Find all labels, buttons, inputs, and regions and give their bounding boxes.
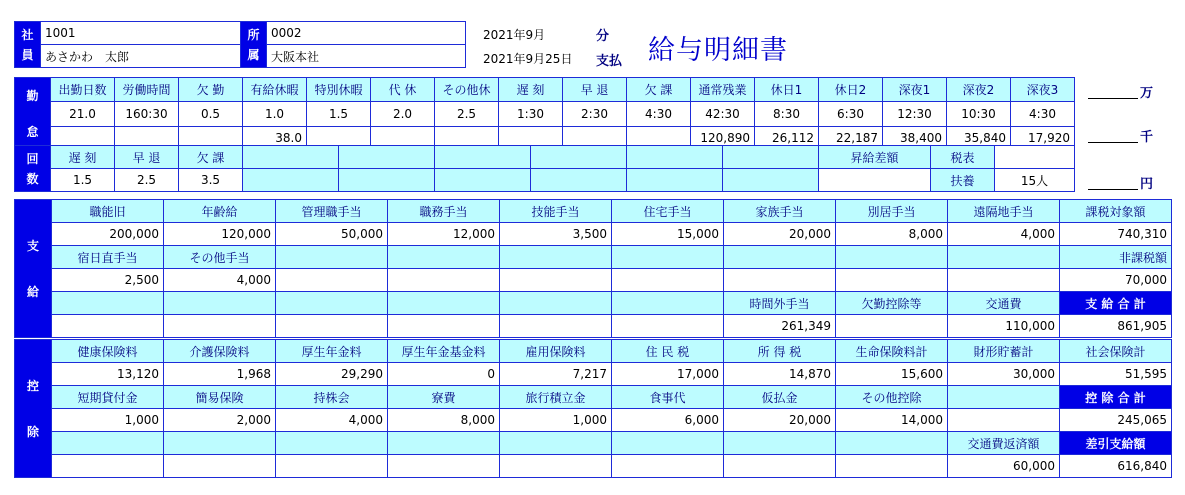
attendance-header-2: 欠 勤 [179, 78, 243, 102]
deductions-value-r2-5: 6,000 [612, 409, 724, 432]
pay-date-suffix: 支払 [596, 54, 623, 69]
deductions-label-r1-9: 社会保険計 [1060, 340, 1172, 363]
empty-cell [531, 169, 627, 192]
deductions-value-r3-1 [164, 455, 276, 478]
deductions-value-r1-8: 30,000 [948, 363, 1060, 386]
payments-label-r2-3 [388, 246, 500, 269]
deductions-value-r3-6 [724, 455, 836, 478]
payments-value-r2-4 [500, 269, 612, 292]
attendance-amount-11: 26,112 [755, 126, 819, 150]
attendance-amount-10: 120,890 [691, 126, 755, 150]
deductions-value-r3-5 [612, 455, 724, 478]
attendance-header-9: 欠 課 [627, 78, 691, 102]
payments-value-r1-0: 200,000 [52, 223, 164, 246]
attendance-amount-12: 22,187 [819, 126, 883, 150]
payments-label-r2-2 [276, 246, 388, 269]
deductions-value-r3-2 [276, 455, 388, 478]
tax-table-label: 税表 [931, 146, 995, 169]
payments-value-r3-4 [500, 315, 612, 338]
payments-label-r3-5 [612, 292, 724, 315]
attendance-header-1: 労働時間 [115, 78, 179, 102]
deductions-label-r2-6: 仮払金 [724, 386, 836, 409]
attendance-value-0: 21.0 [51, 102, 115, 126]
count-header-late: 遅 刻 [51, 146, 115, 169]
payments-label-r1-2: 管理職手当 [276, 200, 388, 223]
attendance-amount-15: 17,920 [1011, 126, 1075, 150]
attendance-value-12: 6:30 [819, 102, 883, 126]
deductions-value-r2-7: 14,000 [836, 409, 948, 432]
deductions-label-r2-0: 短期貸付金 [52, 386, 164, 409]
payments-label-r1-4: 技能手当 [500, 200, 612, 223]
payments-value-r2-9: 70,000 [1060, 269, 1172, 292]
empty-cell [243, 146, 339, 169]
raise-diff-label: 昇給差額 [819, 146, 931, 169]
deductions-label-r3-8: 交通費返済額 [948, 432, 1060, 455]
payments-label-r2-5 [612, 246, 724, 269]
empty-cell [339, 146, 435, 169]
payments-label-r1-5: 住宅手当 [612, 200, 724, 223]
empty-cell [723, 169, 819, 192]
payments-label-r1-9: 課税対象額 [1060, 200, 1172, 223]
payments-label-r1-7: 別居手当 [836, 200, 948, 223]
deductions-value-r1-0: 13,120 [52, 363, 164, 386]
dept-name: 大阪本社 [267, 45, 466, 68]
payments-value-r2-7 [836, 269, 948, 292]
attendance-header-0: 出勤日数 [51, 78, 115, 102]
tax-table-value [995, 146, 1075, 169]
deductions-label-r1-5: 住 民 税 [612, 340, 724, 363]
deductions-label-r1-1: 介護保険料 [164, 340, 276, 363]
deductions-side-label: 控 除 [15, 340, 52, 478]
payments-value-r2-0: 2,500 [52, 269, 164, 292]
deductions-value-r2-6: 20,000 [724, 409, 836, 432]
deductions-label-r2-4: 旅行積立金 [500, 386, 612, 409]
deductions-value-r3-0 [52, 455, 164, 478]
payments-value-r1-5: 15,000 [612, 223, 724, 246]
payments-side-label: 支 給 [15, 200, 52, 338]
man-underline [1088, 98, 1138, 99]
payments-label-r2-0: 宿日直手当 [52, 246, 164, 269]
deductions-label-r3-0 [52, 432, 164, 455]
attendance-value-1: 160:30 [115, 102, 179, 126]
empty-cell [243, 169, 339, 192]
dependents-value: 15人 [995, 169, 1075, 192]
deductions-label-r3-4 [500, 432, 612, 455]
deductions-label-r3-2 [276, 432, 388, 455]
payments-value-r1-2: 50,000 [276, 223, 388, 246]
attendance-table [14, 77, 1075, 151]
deductions-label-r1-8: 財形貯蓄計 [948, 340, 1060, 363]
count-header-early: 早 退 [115, 146, 179, 169]
payments-value-r1-9: 740,310 [1060, 223, 1172, 246]
payments-value-r3-3 [388, 315, 500, 338]
dept-label: 所 属 [241, 22, 267, 68]
attendance-value-14: 10:30 [947, 102, 1011, 126]
attendance-value-7: 1:30 [499, 102, 563, 126]
attendance-header-5: 代 休 [371, 78, 435, 102]
attendance-value-13: 12:30 [883, 102, 947, 126]
deductions-value-r1-3: 0 [388, 363, 500, 386]
payments-value-r2-6 [724, 269, 836, 292]
payments-value-r3-8: 110,000 [948, 315, 1060, 338]
deductions-value-r2-4: 1,000 [500, 409, 612, 432]
deductions-value-r3-7 [836, 455, 948, 478]
attendance-value-5: 2.0 [371, 102, 435, 126]
payments-value-r1-8: 4,000 [948, 223, 1060, 246]
deductions-value-r1-1: 1,968 [164, 363, 276, 386]
count-value-late: 1.5 [51, 169, 115, 192]
payments-label-r3-8: 交通費 [948, 292, 1060, 315]
deductions-value-r1-6: 14,870 [724, 363, 836, 386]
payments-value-r1-7: 8,000 [836, 223, 948, 246]
payments-label-r2-6 [724, 246, 836, 269]
deductions-table [14, 339, 1172, 478]
unit-sen: 千 [1140, 130, 1154, 145]
attendance-header-10: 通常残業 [691, 78, 755, 102]
payments-value-r1-3: 12,000 [388, 223, 500, 246]
payments-label-r3-6: 時間外手当 [724, 292, 836, 315]
payments-label-r1-6: 家族手当 [724, 200, 836, 223]
deductions-label-r3-5 [612, 432, 724, 455]
attendance-header-14: 深夜2 [947, 78, 1011, 102]
pay-period-suffix: 分 [596, 29, 610, 44]
payments-value-r3-5 [612, 315, 724, 338]
attendance-value-11: 8:30 [755, 102, 819, 126]
empty-cell [627, 169, 723, 192]
payments-label-r1-1: 年齢給 [164, 200, 276, 223]
en-underline [1088, 189, 1138, 190]
deductions-value-r3-3 [388, 455, 500, 478]
payments-label-r1-0: 職能旧 [52, 200, 164, 223]
empty-cell [723, 146, 819, 169]
deductions-label-r2-5: 食事代 [612, 386, 724, 409]
payments-label-r3-0 [52, 292, 164, 315]
employee-info [14, 21, 466, 68]
payments-value-r2-3 [388, 269, 500, 292]
attendance-value-4: 1.5 [307, 102, 371, 126]
attendance-header-3: 有給休暇 [243, 78, 307, 102]
empty-cell [435, 146, 531, 169]
attendance-value-6: 2.5 [435, 102, 499, 126]
payments-label-r1-3: 職務手当 [388, 200, 500, 223]
deductions-value-r1-2: 29,290 [276, 363, 388, 386]
empty-cell [627, 146, 723, 169]
deductions-label-r1-3: 厚生年金基金料 [388, 340, 500, 363]
payments-label-r3-1 [164, 292, 276, 315]
deductions-value-r2-3: 8,000 [388, 409, 500, 432]
empty-cell [339, 169, 435, 192]
attendance-amount-13: 38,400 [883, 126, 947, 150]
payments-value-r2-8 [948, 269, 1060, 292]
deductions-value-r2-8 [948, 409, 1060, 432]
deductions-label-r2-2: 持株会 [276, 386, 388, 409]
payments-label-r3-7: 欠勤控除等 [836, 292, 948, 315]
attendance-header-11: 休日1 [755, 78, 819, 102]
count-header-absence: 欠 課 [179, 146, 243, 169]
deductions-label-r3-1 [164, 432, 276, 455]
attendance-header-7: 遅 刻 [499, 78, 563, 102]
deductions-value-r3-4 [500, 455, 612, 478]
payments-value-r1-4: 3,500 [500, 223, 612, 246]
sen-underline [1088, 142, 1138, 143]
attendance-value-9: 4:30 [627, 102, 691, 126]
dept-code: 0002 [267, 22, 466, 45]
dependents-label: 扶養 [931, 169, 995, 192]
deductions-label-r2-7: その他控除 [836, 386, 948, 409]
payments-label-r2-9: 非課税額 [1060, 246, 1172, 269]
payments-value-r2-5 [612, 269, 724, 292]
attendance-amount-3: 38.0 [243, 126, 307, 150]
deductions-label-r1-2: 厚生年金料 [276, 340, 388, 363]
attendance-side-label: 勤 怠 [15, 78, 51, 151]
deductions-label-r1-4: 雇用保険料 [500, 340, 612, 363]
pay-period: 2021年9月 [483, 28, 546, 42]
deductions-value-r1-9: 51,595 [1060, 363, 1172, 386]
employee-label: 社 員 [15, 22, 41, 68]
deductions-label-r3-6 [724, 432, 836, 455]
deductions-label-r2-9: 控 除 合 計 [1060, 386, 1172, 409]
attendance-value-15: 4:30 [1011, 102, 1075, 126]
payments-label-r3-4 [500, 292, 612, 315]
attendance-amount-14: 35,840 [947, 126, 1011, 150]
payments-value-r3-6: 261,349 [724, 315, 836, 338]
payments-label-r2-8 [948, 246, 1060, 269]
deductions-label-r1-6: 所 得 税 [724, 340, 836, 363]
deductions-label-r1-0: 健康保険料 [52, 340, 164, 363]
unit-en: 円 [1140, 177, 1154, 192]
payments-label-r3-2 [276, 292, 388, 315]
payments-value-r3-7 [836, 315, 948, 338]
payments-value-r1-1: 120,000 [164, 223, 276, 246]
attendance-value-10: 42:30 [691, 102, 755, 126]
payments-label-r1-8: 遠隔地手当 [948, 200, 1060, 223]
payments-value-r1-6: 20,000 [724, 223, 836, 246]
empty-cell [531, 146, 627, 169]
payments-value-r3-2 [276, 315, 388, 338]
raise-diff-value [819, 169, 931, 192]
deductions-label-r3-7 [836, 432, 948, 455]
document-title: 給与明細書 [648, 35, 788, 66]
employee-name: あさかわ 太郎 [41, 45, 241, 68]
deductions-value-r2-9: 245,065 [1060, 409, 1172, 432]
attendance-header-4: 特別休暇 [307, 78, 371, 102]
deductions-label-r2-1: 簡易保険 [164, 386, 276, 409]
payments-label-r2-7 [836, 246, 948, 269]
deductions-value-r3-8: 60,000 [948, 455, 1060, 478]
attendance-header-6: その他休 [435, 78, 499, 102]
attendance-value-2: 0.5 [179, 102, 243, 126]
pay-date: 2021年9月25日 [483, 52, 573, 66]
counts-table [14, 145, 1075, 192]
employee-code: 1001 [41, 22, 241, 45]
payments-value-r3-0 [52, 315, 164, 338]
payments-value-r2-2 [276, 269, 388, 292]
payments-label-r2-4 [500, 246, 612, 269]
payments-label-r2-1: その他手当 [164, 246, 276, 269]
payments-value-r3-1 [164, 315, 276, 338]
unit-man: 万 [1140, 86, 1154, 101]
payments-table [14, 199, 1172, 338]
attendance-value-8: 2:30 [563, 102, 627, 126]
deductions-label-r3-9: 差引支給額 [1060, 432, 1172, 455]
deductions-label-r1-7: 生命保険料計 [836, 340, 948, 363]
deductions-value-r2-0: 1,000 [52, 409, 164, 432]
payments-label-r3-9: 支 給 合 計 [1060, 292, 1172, 315]
payments-label-r3-3 [388, 292, 500, 315]
attendance-value-3: 1.0 [243, 102, 307, 126]
payments-value-r2-1: 4,000 [164, 269, 276, 292]
deductions-value-r2-2: 4,000 [276, 409, 388, 432]
deductions-label-r2-8 [948, 386, 1060, 409]
count-value-absence: 3.5 [179, 169, 243, 192]
deductions-value-r1-7: 15,600 [836, 363, 948, 386]
deductions-value-r3-9: 616,840 [1060, 455, 1172, 478]
deductions-value-r1-4: 7,217 [500, 363, 612, 386]
counts-side-label: 回 数 [15, 146, 51, 192]
attendance-header-12: 休日2 [819, 78, 883, 102]
deductions-label-r3-3 [388, 432, 500, 455]
attendance-header-15: 深夜3 [1011, 78, 1075, 102]
payments-value-r3-9: 861,905 [1060, 315, 1172, 338]
count-value-early: 2.5 [115, 169, 179, 192]
attendance-header-8: 早 退 [563, 78, 627, 102]
deductions-label-r2-3: 寮費 [388, 386, 500, 409]
deductions-value-r2-1: 2,000 [164, 409, 276, 432]
deductions-value-r1-5: 17,000 [612, 363, 724, 386]
empty-cell [435, 169, 531, 192]
attendance-header-13: 深夜1 [883, 78, 947, 102]
